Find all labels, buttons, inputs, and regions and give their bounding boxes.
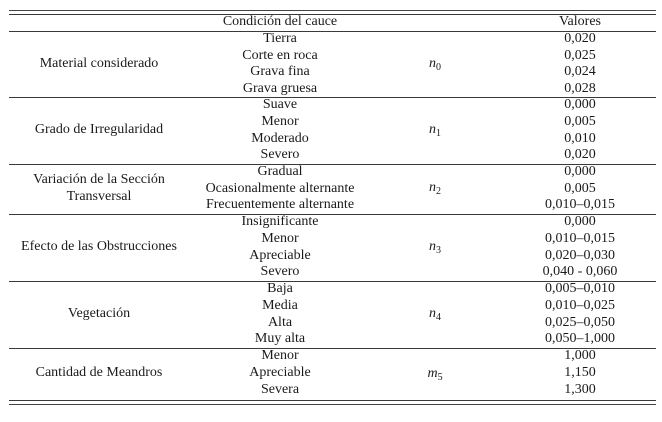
value-cell: 1,150 [564,365,596,380]
condition-cell: Severa [260,382,300,397]
condition-cell: Alta [267,314,293,330]
bottom-rule-inner [9,400,656,401]
category-meanders: Cantidad de Meandros [35,365,163,380]
value-cell: 0,005–0,010 [545,281,615,296]
category-vegetation: Vegetación [67,306,131,321]
condition-cell: Severo [260,147,300,162]
value-cell: 0,050–1,000 [545,331,615,346]
symbol-n4: $n_4$ [429,306,441,323]
value-cell: 1,300 [564,382,596,397]
value-cell: 0,020 [564,31,596,46]
condition-cell: Menor [261,348,299,363]
condition-cell: Tierra [263,31,297,46]
value-cell: 0,020–0,030 [545,247,615,263]
condition-cell: Corte en roca [242,47,318,63]
symbol-n1: $n_1$ [429,122,441,139]
value-cell: 0,000 [564,214,596,229]
value-cell: 0,000 [564,97,596,112]
condition-cell: Grava fina [250,64,310,79]
symbol-n0: $n_0$ [429,56,441,73]
value-cell: 1,000 [564,348,596,363]
top-rule [9,10,656,11]
value-cell: 0,040 - 0,060 [542,264,618,279]
condition-cell: Moderado [251,130,309,146]
condition-cell: Frecuentemente alternante [205,197,355,212]
value-cell: 0,028 [564,80,596,96]
condition-cell: Apreciable [249,365,311,380]
bottom-rule [9,404,656,405]
value-cell: 0,025–0,050 [545,314,615,330]
value-cell: 0,020 [564,147,596,162]
value-cell: 0,010–0,015 [545,231,615,246]
value-cell: 0,000 [564,164,596,179]
value-cell: 0,005 [564,114,596,129]
category-obstructions: Efecto de las Obstrucciones [21,239,177,254]
condition-cell: Baja [267,281,293,296]
condition-cell: Grava gruesa [242,80,318,96]
symbol-m5: $m_5$ [427,366,443,383]
condition-cell: Muy alta [254,331,306,346]
condition-cell: Menor [261,114,299,129]
header-values: Valores [559,14,601,29]
category-material: Material considerado [39,56,159,71]
symbol-n3: $n_3$ [429,239,441,256]
condition-cell: Apreciable [249,247,311,263]
value-cell: 0,010–0,025 [545,298,615,313]
condition-cell: Gradual [257,164,303,179]
condition-cell: Menor [261,231,299,246]
symbol-n2: $n_2$ [429,180,441,197]
category-section-variation-line2: Transversal [66,189,132,204]
category-irregularity: Grado de Irregularidad [34,122,164,137]
header-condition: Condición del cauce [222,14,338,29]
value-cell: 0,025 [564,47,596,63]
condition-cell: Insignificante [241,214,319,229]
value-cell: 0,024 [564,64,596,79]
category-section-variation-line1: Variación de la Sección [33,172,165,187]
condition-cell: Severo [260,264,300,279]
condition-cell: Media [262,298,298,313]
condition-cell: Ocasionalmente alternante [205,180,355,196]
condition-cell: Suave [262,97,298,112]
value-cell: 0,010–0,015 [545,197,615,212]
value-cell: 0,010 [564,130,596,146]
value-cell: 0,005 [564,180,596,196]
